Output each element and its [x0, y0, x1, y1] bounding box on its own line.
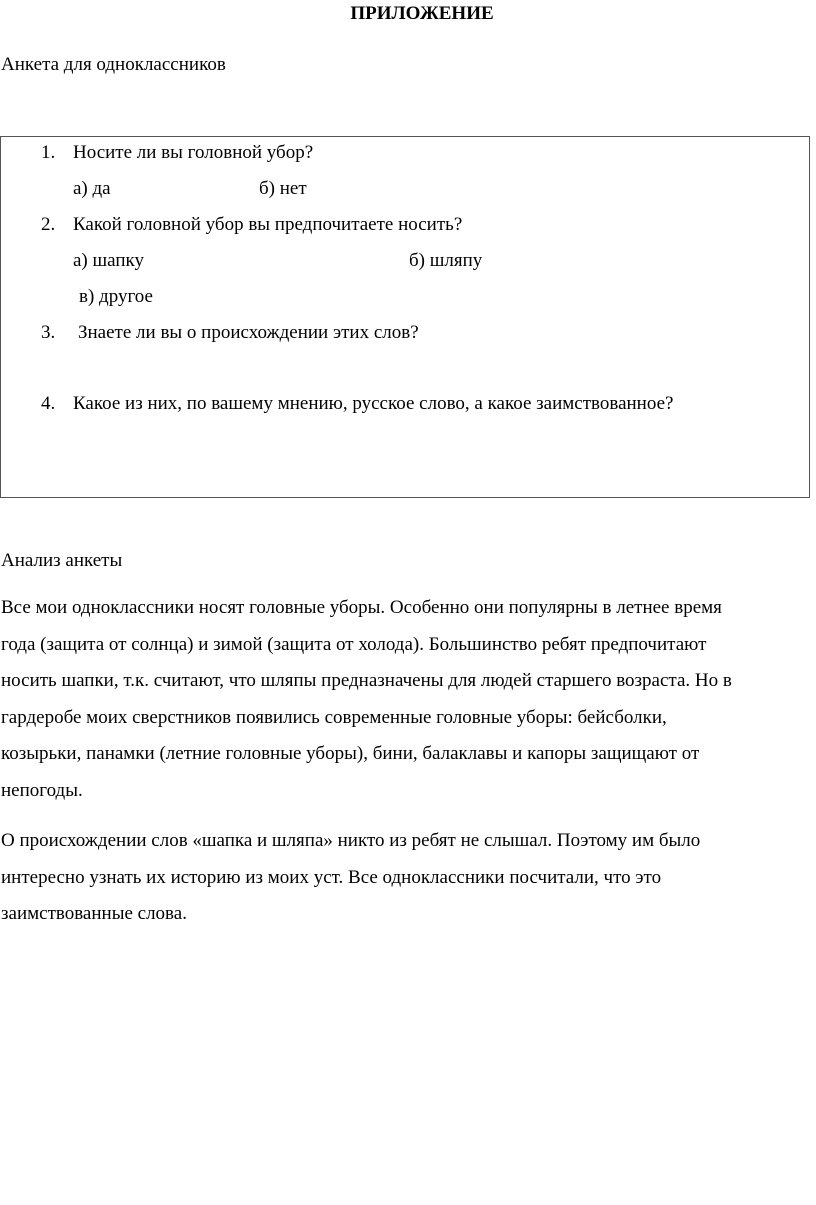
text-line: года (защита от солнца) и зимой (защита от холода). Большинство ребят предпочитают: [1, 633, 707, 655]
questionnaire-subtitle: Анкета для одноклассников: [1, 54, 226, 75]
question-text: Знаете ли вы о происхождении этих слов?: [78, 322, 419, 343]
analysis-title: Анализ анкеты: [1, 550, 123, 571]
page-title: ПРИЛОЖЕНИЕ: [350, 3, 494, 24]
text-line: козырьки, панамки (летние головные уборы), бини, балаклавы и капоры защищают от: [1, 743, 700, 764]
question-number: 3.: [41, 322, 56, 343]
answer-option: а) да: [73, 178, 111, 199]
answer-option: а) шапку: [73, 250, 144, 271]
question-text: Какой головной убор вы предпочитаете носить?: [73, 214, 463, 235]
question-number: 2.: [41, 214, 56, 235]
analysis-paragraph-1: [1, 590, 816, 809]
text-line: О происхождении слов «шапка и шляпа» никто из ребят не слышал. Поэтому им было: [1, 830, 701, 851]
text-line: гардеробе моих сверстников появились современные головные уборы: бейсболки,: [1, 706, 667, 728]
answer-option: б) нет: [259, 178, 307, 199]
text-line: носить шапки, т.к. считают, что шляпы предназначены для людей старшего возраста. Но в: [1, 670, 732, 691]
text-line: непогоды.: [1, 779, 83, 801]
question-number: 4.: [41, 393, 56, 414]
question-text: Какое из них, по вашему мнению, русское слово, а какое заимствованное?: [73, 393, 674, 414]
answer-option: в) другое: [79, 286, 153, 307]
question-number: 1.: [41, 142, 56, 163]
questionnaire-box: [0, 136, 810, 498]
text-line: интересно узнать их историю из моих уст. Все одноклассники посчитали, что это: [1, 866, 662, 888]
analysis-paragraph-2: [1, 823, 816, 933]
text-line: заимствованные слова.: [1, 903, 187, 924]
question-text: Носите ли вы головной убор?: [73, 142, 314, 163]
text-line: Все мои одноклассники носят головные уборы. Особенно они популярны в летнее время: [1, 597, 722, 618]
answer-option: б) шляпу: [409, 250, 483, 271]
